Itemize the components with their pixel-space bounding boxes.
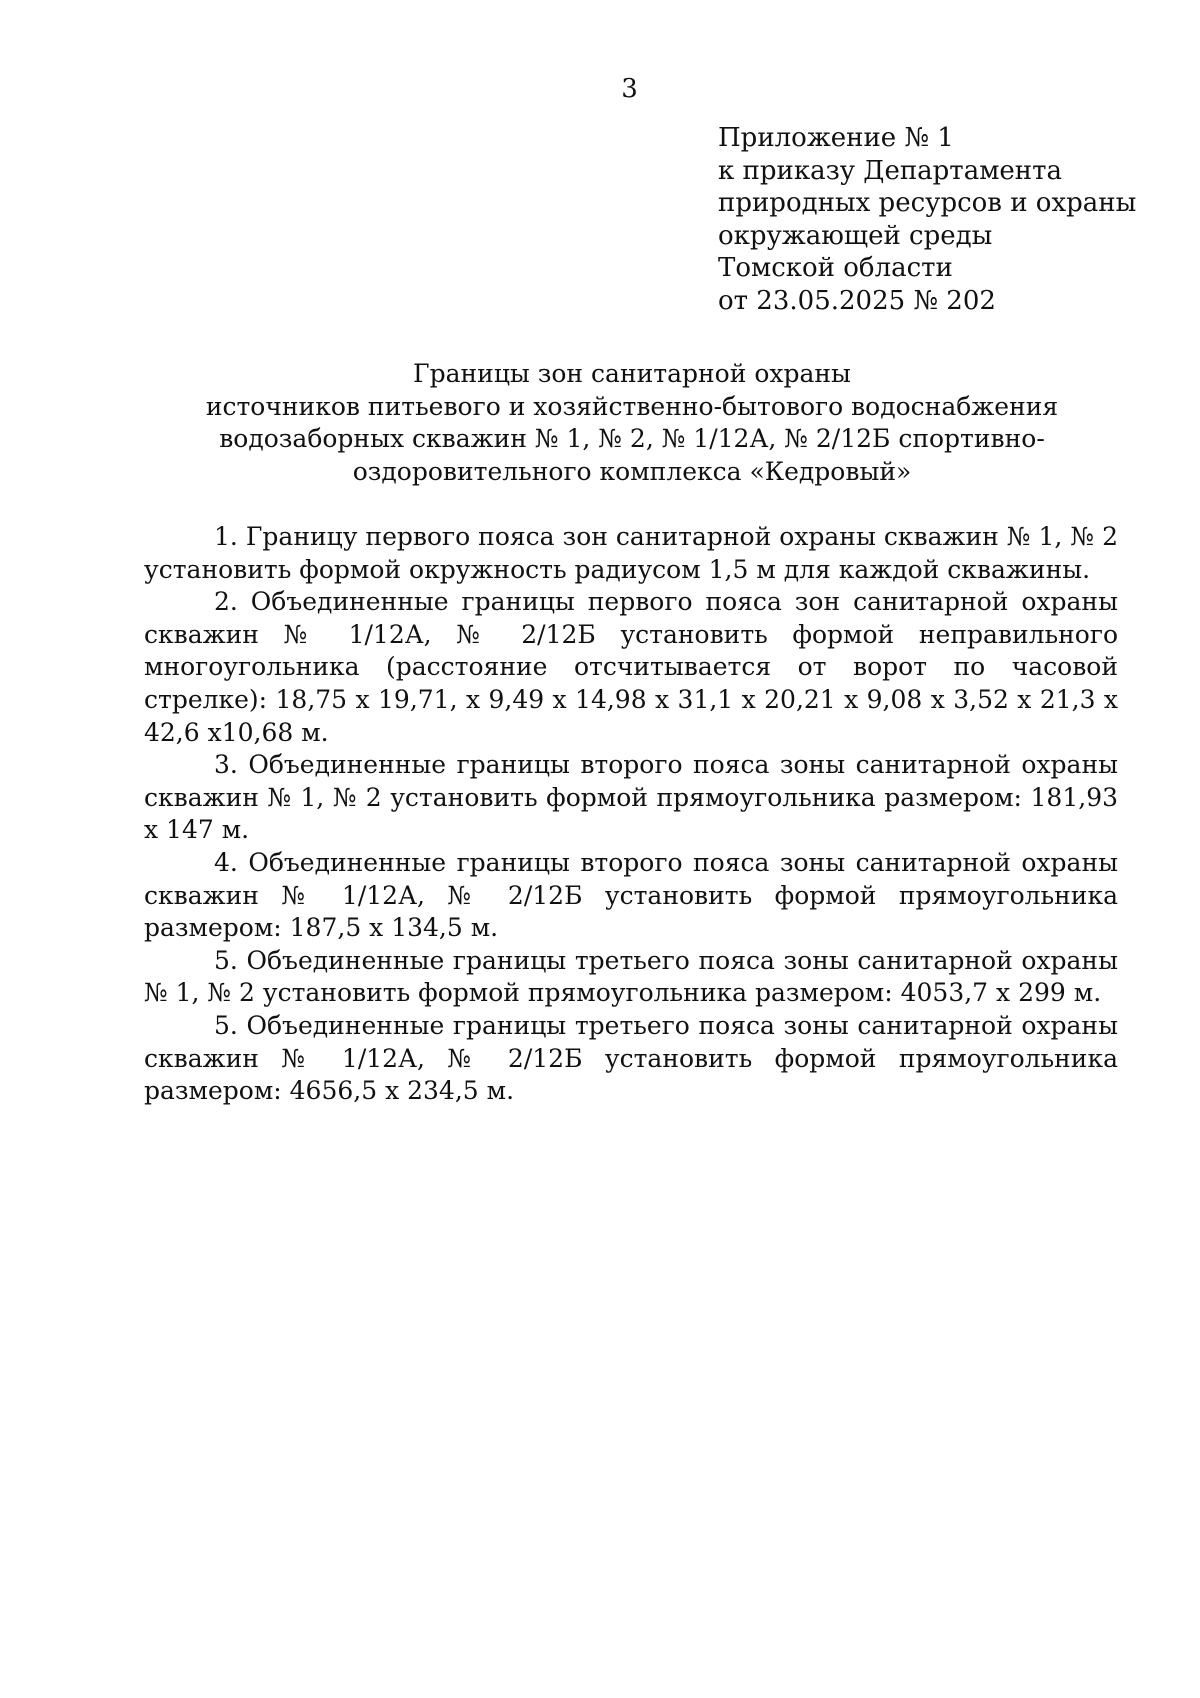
title-line: Границы зон санитарной охраны (413, 359, 851, 388)
appendix-header (718, 122, 1178, 318)
appendix-line: природных ресурсов и охраны (718, 188, 1137, 219)
document-title (146, 358, 1118, 488)
body-paragraph: 3. Объединенные границы второго пояса зоны санитарной охраны скважин № 1, № 2 установить формой прямоугольника размером: 181,93 х 147 м. (144, 750, 1118, 845)
body-paragraph: 1. Границу первого пояса зон санитарной охраны скважин № 1, № 2 установить формой окружность радиусом 1,5 м для каждой скважины. (144, 522, 1118, 584)
appendix-line: к приказу Департамента (718, 155, 1063, 186)
appendix-line: Приложение № 1 (718, 123, 954, 153)
appendix-line: окружающей среды (718, 220, 993, 251)
title-line: водозаборных скважин № 1, № 2, № 1/12А, № 2/12Б спортивно- (219, 424, 1045, 454)
body-paragraph: 4. Объединенные границы второго пояса зоны санитарной охраны скважин № 1/12А, № 2/12Б установить формой прямоугольника размером: 187,5 х 134,5 м. (144, 847, 1118, 943)
appendix-line: от 23.05.2025 № 202 (718, 285, 996, 316)
appendix-line: Томской области (718, 253, 953, 284)
title-line: источников питьевого и хозяйственно-бытового водоснабжения (205, 391, 1059, 421)
document-body (144, 521, 1118, 1108)
title-line: оздоровительного комплекса «Кедровый» (352, 456, 912, 486)
body-paragraph: 5. Объединенные границы третьего пояса зоны санитарной охраны скважин № 1/12А, № 2/12Б установить формой прямоугольника размером: 4656,5 х 234,5 м. (144, 1010, 1118, 1106)
body-paragraph: 5. Объединенные границы третьего пояса зоны санитарной охраны № 1, № 2 установить формой прямоугольника размером: 4053,7 х 299 м. (144, 945, 1118, 1008)
body-paragraph: 2. Объединенные границы первого пояса зон санитарной охраны скважин № 1/12А, № 2/12Б установить формой неправильного многоугольника (расстояние отсчитывается от ворот по часовой стрелке): 18,75 х 19,71, х 9,49 х 14,98 х 31,1 х 20,21 х 9,08 х 3,52 х 21,3 х 42,6 х10,68 м. (144, 587, 1118, 747)
page-number: 3 (621, 74, 638, 104)
